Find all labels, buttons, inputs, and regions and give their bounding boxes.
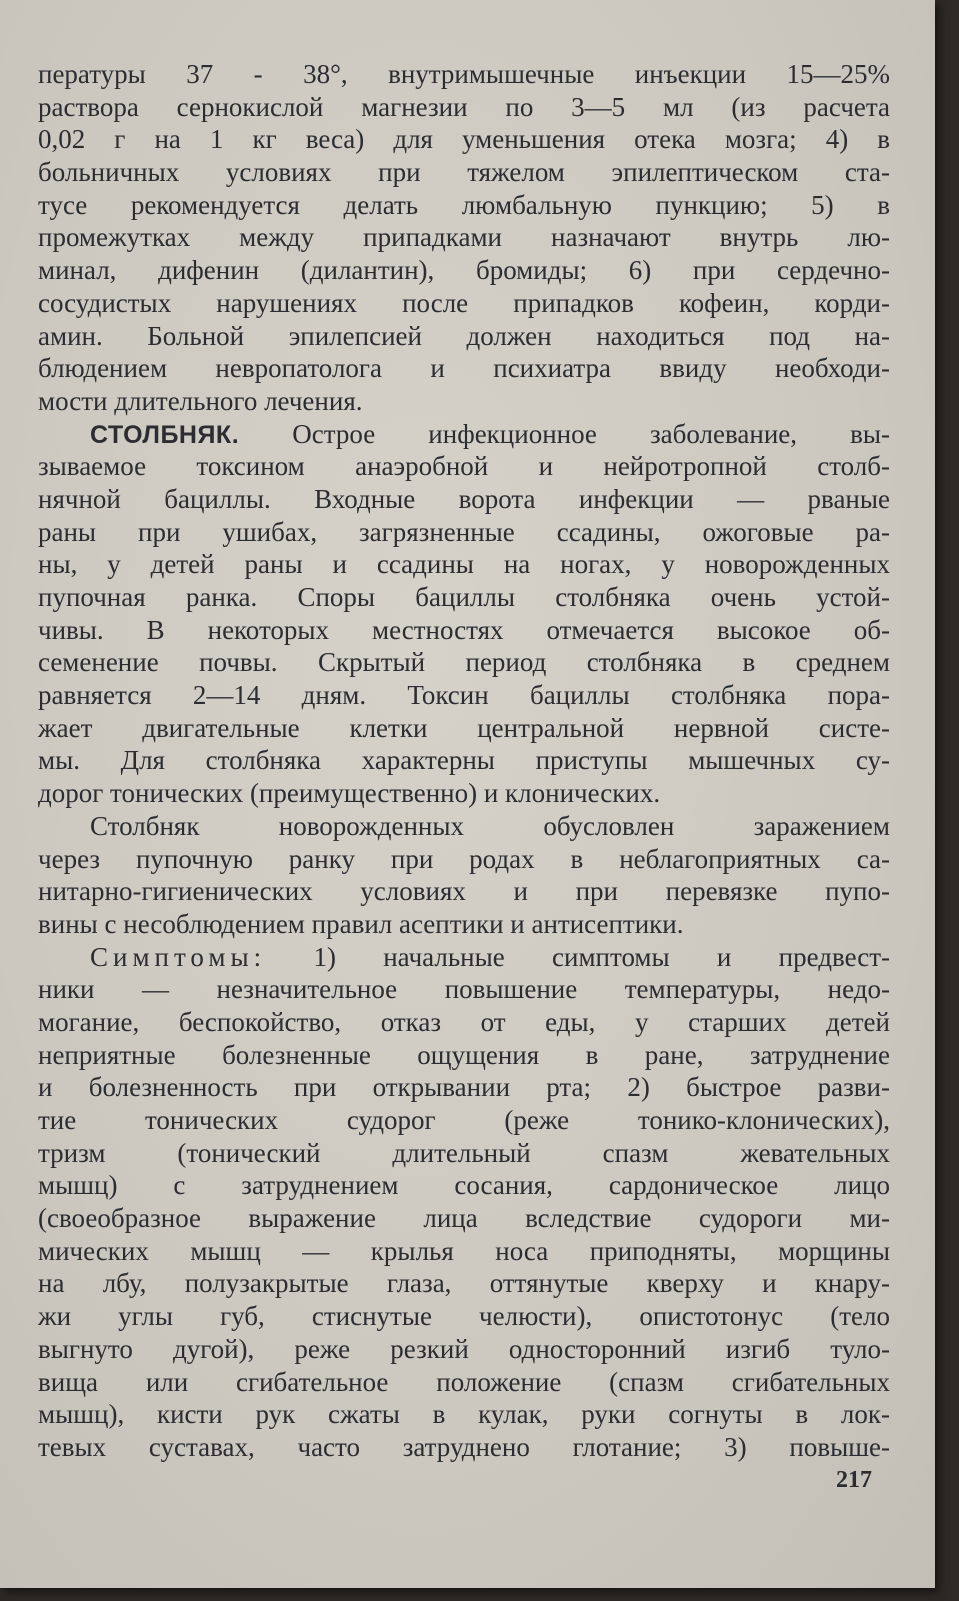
text-line: раствора сернокислой магнезии по 3—5 мл (из расчета bbox=[38, 91, 890, 122]
body-text bbox=[38, 58, 890, 1464]
text-line: минал, дифенин (дилантин), бромиды; 6) при сердечно- bbox=[38, 255, 890, 286]
text-line: Острое инфекционное заболевание, вы- bbox=[292, 418, 890, 449]
text-line: мических мышц — крылья носа приподняты, морщины bbox=[38, 1235, 890, 1266]
text-line: пупочная ранка. Споры бациллы столбняка очень устой- bbox=[38, 582, 890, 612]
text-line: тие тонических судорог (реже тонико-клонических), bbox=[38, 1105, 890, 1135]
text-line: через пупочную ранку при родах в неблагоприятных са- bbox=[38, 843, 890, 874]
text-line: тусе рекомендуется делать люмбальную пункцию; 5) в bbox=[38, 189, 890, 220]
text-line: и болезненность при открывании рта; 2) быстрое разви- bbox=[38, 1072, 890, 1103]
text-line: дорог тонических (преимущественно) и клонических. bbox=[38, 778, 661, 809]
section-heading-symptoms: Симптомы: bbox=[90, 941, 267, 972]
text-line: тевых суставах, часто затруднено глотание; 3) повыше- bbox=[38, 1431, 890, 1462]
text-line: ны, у детей раны и ссадины на ногах, у новорожденных bbox=[38, 549, 890, 580]
text-line: жает двигательные клетки центральной нервной систе- bbox=[38, 712, 890, 743]
text-line: равняется 2—14 дням. Токсин бациллы столбняка пора- bbox=[38, 680, 890, 711]
text-line: больничных условиях при тяжелом эпилептическом ста- bbox=[38, 157, 890, 188]
text-line: вища или сгибательное положение (спазм сгибательных bbox=[38, 1366, 890, 1397]
text-line: раны при ушибах, загрязненные ссадины, ожоговые ра- bbox=[38, 516, 890, 547]
text-line: пературы 37 - 38°, внутримышечные инъекции 15—25% bbox=[38, 59, 890, 89]
text-line: выгнуто дугой), реже резкий односторонний изгиб туло- bbox=[38, 1333, 890, 1364]
text-line: промежутках между припадками назначают внутрь лю- bbox=[38, 222, 890, 253]
text-line: нитарно-гигиенических условиях и при перевязке пупо- bbox=[38, 876, 890, 907]
text-line: (своеобразное выражение лица вследствие судороги ми- bbox=[38, 1203, 890, 1234]
page-number: 217 bbox=[836, 1467, 872, 1493]
text-line: тризм (тонический длительный спазм жевательных bbox=[38, 1137, 890, 1168]
paragraph-symptoms-first-line bbox=[38, 941, 890, 974]
text-line: Столбняк новорожденных обусловлен заражением bbox=[90, 810, 890, 841]
text-line: на лбу, полузакрытые глаза, оттянутые кверху и кнару- bbox=[38, 1268, 890, 1299]
text-line: 1) начальные симптомы и предвест- bbox=[313, 941, 891, 972]
text-line: неприятные болезненные ощущения в ране, затруднение bbox=[38, 1039, 890, 1070]
text-line: семенение почвы. Скрытый период столбняка в среднем bbox=[38, 647, 890, 678]
text-line: чивы. В некоторых местностях отмечается высокое об- bbox=[38, 614, 890, 645]
section-heading-tetanus: СТОЛБНЯК. bbox=[90, 420, 240, 449]
text-line: амин. Больной эпилепсией должен находиться под на- bbox=[38, 320, 890, 351]
text-line: жи углы губ, стиснутые челюсти), опистотонус (тело bbox=[38, 1301, 890, 1332]
text-line: вины с несоблюдением правил асептики и антисептики. bbox=[38, 908, 684, 939]
text-line: могание, беспокойство, отказ от еды, у старших детей bbox=[38, 1006, 890, 1037]
text-line: сосудистых нарушениях после припадков кофеин, корди- bbox=[38, 287, 890, 318]
text-line: нячной бациллы. Входные ворота инфекции — рваные bbox=[38, 483, 890, 514]
text-line: 0,02 г на 1 кг веса) для уменьшения отека мозга; 4) в bbox=[38, 124, 890, 155]
text-line: мы. Для столбняка характерны приступы мышечных су- bbox=[38, 745, 890, 776]
text-line: ники — незначительное повышение температуры, недо- bbox=[38, 974, 890, 1005]
text-line: мышц), кисти рук сжаты в кулак, руки согнуты в лок- bbox=[38, 1399, 890, 1430]
text-line: зываемое токсином анаэробной и нейротропной столб- bbox=[38, 451, 890, 482]
text-line: блюдением невропатолога и психиатра ввиду необходи- bbox=[38, 353, 890, 384]
text-line: мышц) с затруднением сосания, сардоническое лицо bbox=[38, 1170, 890, 1201]
paragraph-tetanus-first-line bbox=[38, 418, 890, 451]
text-line: мости длительного лечения. bbox=[38, 385, 363, 416]
